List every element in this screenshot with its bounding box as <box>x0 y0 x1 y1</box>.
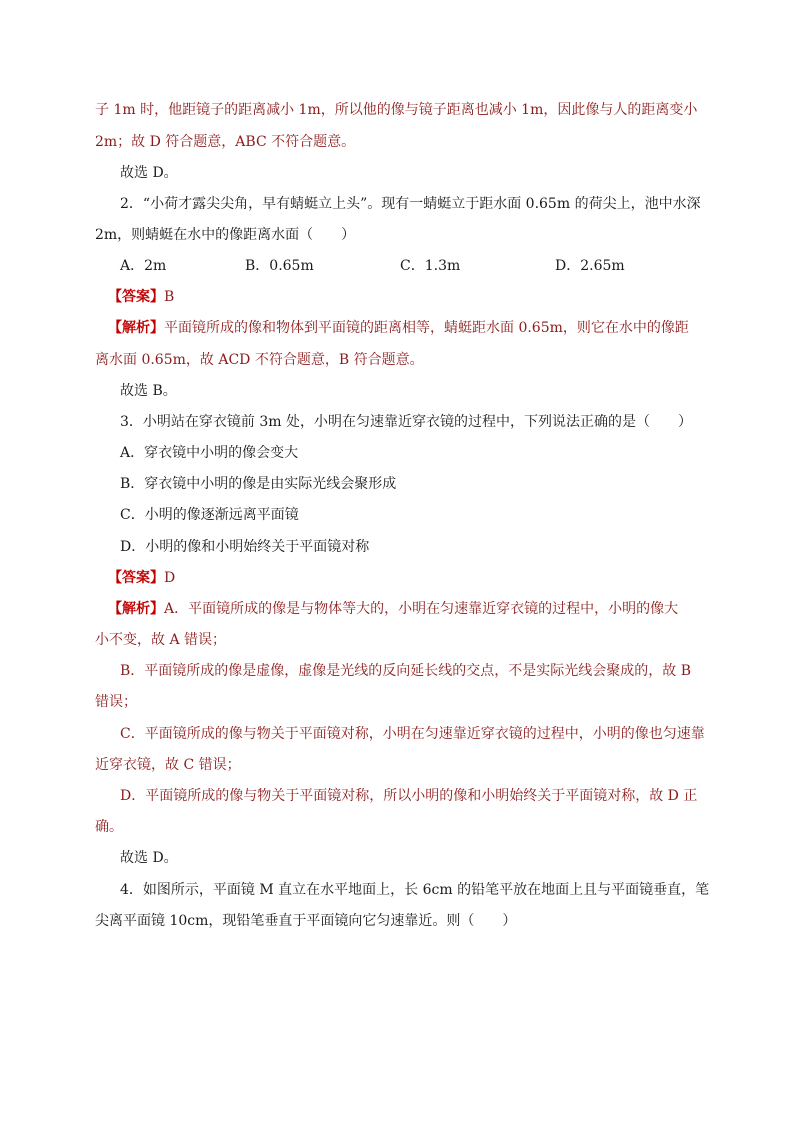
analysis-tag: 【解析】 <box>108 320 164 336</box>
question-2-option-c: C．1.3m <box>400 258 461 274</box>
analysis-d: D．平面镜所成的像与物关于平面镜对称，所以小明的像和小明始终关于平面镜对称，故 D 正 <box>120 788 698 804</box>
analysis-cont: 近穿衣镜，故 C 错误； <box>95 757 241 773</box>
question-3-option-d: D．小明的像和小明始终关于平面镜对称 <box>120 539 370 555</box>
analysis-text: A．平面镜所成的像是与物体等大的，小明在匀速靠近穿衣镜的过程中，小明的像大 <box>164 601 679 617</box>
question-2-option-b: B．0.65m <box>245 258 314 274</box>
analysis-cont: 小不变，故 A 错误； <box>95 632 227 648</box>
analysis-text: 平面镜所成的像和物体到平面镜的距离相等，蜻蜓距水面 0.65m，则它在水中的像距 <box>164 320 689 336</box>
question-2-text: 2．“小荷才露尖尖角，早有蜻蜓立上头”。现有一蜻蜓立于距水面 0.65m 的荷尖上，池中水深 <box>120 196 701 212</box>
question-4-text: 尖离平面镜 10cm，现铅笔垂直于平面镜向它匀速靠近。则（ ） <box>95 913 517 929</box>
choose-line: 故选 D。 <box>120 850 178 866</box>
analysis-continuation-line: 子 1m 时，他距镜子的距离减小 1m，所以他的像与镜子距离也减小 1m，因此像与人的距离变小 <box>95 102 698 118</box>
question-2-analysis <box>108 318 689 338</box>
question-3-option-b: B．穿衣镜中小明的像是由实际光线会聚形成 <box>120 476 397 492</box>
analysis-b: B．平面镜所成的像是虚像，虚像是光线的反向延长线的交点，不是实际光线会聚成的，故 B <box>120 663 692 679</box>
choose-line: 故选 D。 <box>120 165 178 181</box>
choose-line: 故选 B。 <box>120 383 177 399</box>
analysis-cont: 确。 <box>95 819 123 835</box>
question-2-text: 2m，则蜻蜓在水中的像距离水面（ ） <box>95 227 356 243</box>
question-2-option-d: D．2.65m <box>555 258 625 274</box>
question-2-answer <box>108 287 174 307</box>
analysis-continuation-line: 2m；故 D 符合题意，ABC 不符合题意。 <box>95 134 356 150</box>
question-4-text: 4．如图所示，平面镜 M 直立在水平地面上，长 6cm 的铅笔平放在地面上且与平面镜垂直，笔 <box>120 882 710 898</box>
question-3-answer <box>108 568 175 588</box>
question-2-option-a: A．2m <box>120 258 167 274</box>
question-2-analysis-cont: 离水面 0.65m，故 ACD 不符合题意，B 符合题意。 <box>95 352 424 368</box>
question-3-option-a: A．穿衣镜中小明的像会变大 <box>120 445 299 461</box>
question-3-analysis <box>108 599 678 619</box>
question-3-text: 3．小明站在穿衣镜前 3m 处，小明在匀速靠近穿衣镜的过程中，下列说法正确的是（ ） <box>120 414 692 430</box>
answer-value: D <box>164 570 176 586</box>
analysis-c: C．平面镜所成的像与物关于平面镜对称，小明在匀速靠近穿衣镜的过程中，小明的像也匀速靠 <box>120 726 705 742</box>
answer-value: B <box>164 289 175 305</box>
question-3-option-c: C．小明的像逐渐远离平面镜 <box>120 507 299 523</box>
analysis-tag: 【解析】 <box>108 601 164 617</box>
answer-tag: 【答案】 <box>108 570 164 586</box>
analysis-cont: 错误； <box>95 694 137 710</box>
answer-tag: 【答案】 <box>108 289 164 305</box>
